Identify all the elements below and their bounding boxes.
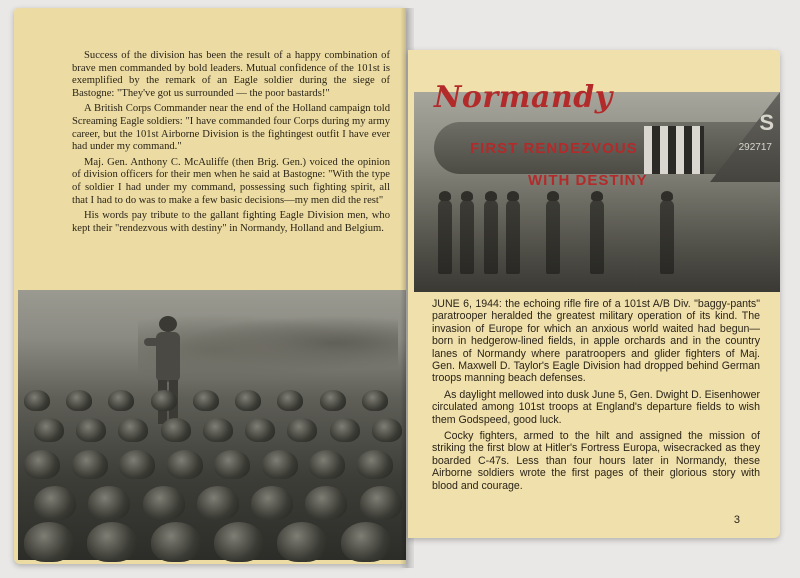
helmet — [235, 390, 261, 411]
helmet — [151, 522, 201, 562]
right-page — [408, 50, 780, 538]
right-paragraph-3: Cocky fighters, armed to the hilt and assigned the mission of striking the first blow at Hitler's Fortress Europa, wisecracked as they boarded C-47s. Less than four hours later in Normandy, these Airborne soldiers wrote the first pages of their glorious story with blood and courage. — [432, 430, 760, 492]
helmet — [360, 486, 402, 520]
soldier-figure — [546, 200, 560, 274]
left-paragraph-2: A British Corps Commander near the end of the Holland campaign told Screaming Eagle soldiers: "I have commanded four Corps during my army career, but the 101st Airborne Division is the fightingest outfit I have ever had under my command." — [72, 103, 390, 153]
soldier-figure — [460, 200, 474, 274]
soldier-figure — [438, 200, 452, 274]
helmet — [320, 390, 346, 411]
helmet — [108, 390, 134, 411]
title-first-rendezvous: FIRST RENDEZVOUS — [470, 140, 638, 157]
helmet — [87, 522, 137, 562]
right-page-text — [432, 298, 760, 496]
helmet — [287, 418, 317, 442]
helmet — [214, 522, 264, 562]
helmet — [262, 450, 298, 479]
title-with-destiny: WITH DESTINY — [528, 172, 648, 189]
helmet — [24, 390, 50, 411]
helmet — [197, 486, 239, 520]
helmet — [76, 418, 106, 442]
troops-photo — [18, 290, 406, 560]
helmet — [251, 486, 293, 520]
left-paragraph-1: Success of the division has been the result of a happy combination of brave men commanded by bold leaders. Mutual confidence of the 101st is exemplified by the remark of an Eagle soldier during the siege of Bastogne: "They've got us surrounded — the poor bastards!" — [72, 50, 390, 99]
helmet — [161, 418, 191, 442]
left-paragraph-3: Maj. Gen. Anthony C. McAuliffe (then Brig. Gen.) voiced the opinion of division officers for their men when he said at Bastogne: "With the type of soldier I had under my command, possessing such fighting spirit, all that I had to do was to make a few basic decisions—my men did the rest" — [72, 156, 390, 206]
helmet — [88, 486, 130, 520]
helmet — [277, 522, 327, 562]
helmet — [357, 450, 393, 479]
helmet — [193, 390, 219, 411]
tail-letter: S — [759, 110, 774, 135]
soldier-figure — [506, 200, 520, 274]
right-paragraph-2: As daylight mellowed into dusk June 5, Gen. Dwight D. Eisenhower circulated among 101st troops at England's departure fields to wish them Godspeed, good luck. — [432, 388, 760, 426]
helmet — [72, 450, 108, 479]
helmet — [277, 390, 303, 411]
page-number: 3 — [733, 514, 740, 526]
helmet — [203, 418, 233, 442]
helmet — [309, 450, 345, 479]
helmet — [330, 418, 360, 442]
helmet — [372, 418, 402, 442]
helmet — [245, 418, 275, 442]
tail-code: 292717 — [738, 142, 772, 153]
helmet — [305, 486, 347, 520]
soldier-figure — [660, 200, 674, 274]
helmet — [151, 390, 177, 411]
helmet — [118, 418, 148, 442]
title-normandy: Normandy — [434, 80, 613, 115]
helmet — [34, 418, 64, 442]
helmet — [214, 450, 250, 479]
helmet — [34, 486, 76, 520]
right-paragraph-1: JUNE 6, 1944: the echoing rifle fire of a 101st A/B Div. "baggy-pants" paratrooper heralded the greatest military operation of its kind. The invasion of Europe for which an anxious world waited had begun—born in hedgerow-lined fields, in apple orchards and in the country lanes of Normandy where paratroopers and glider fighters of Maj. Gen. Maxwell D. Taylor's Eagle Division had dropped behind German troops manning beach defenses. — [432, 298, 760, 385]
helmet — [24, 522, 74, 562]
helmet — [167, 450, 203, 479]
soldier-figure — [484, 200, 498, 274]
helmet — [119, 450, 155, 479]
soldier-figure — [590, 200, 604, 274]
chapter-title — [434, 80, 774, 190]
helmet — [66, 390, 92, 411]
helmet — [143, 486, 185, 520]
left-paragraph-4: His words pay tribute to the gallant fighting Eagle Division men, who kept their "rendezvous with destiny" in Normandy, Holland and Belgium. — [72, 210, 390, 234]
left-page — [14, 8, 406, 564]
helmet — [362, 390, 388, 411]
left-page-text — [72, 50, 390, 238]
helmet — [24, 450, 60, 479]
helmet — [341, 522, 391, 562]
booklet — [14, 8, 790, 568]
